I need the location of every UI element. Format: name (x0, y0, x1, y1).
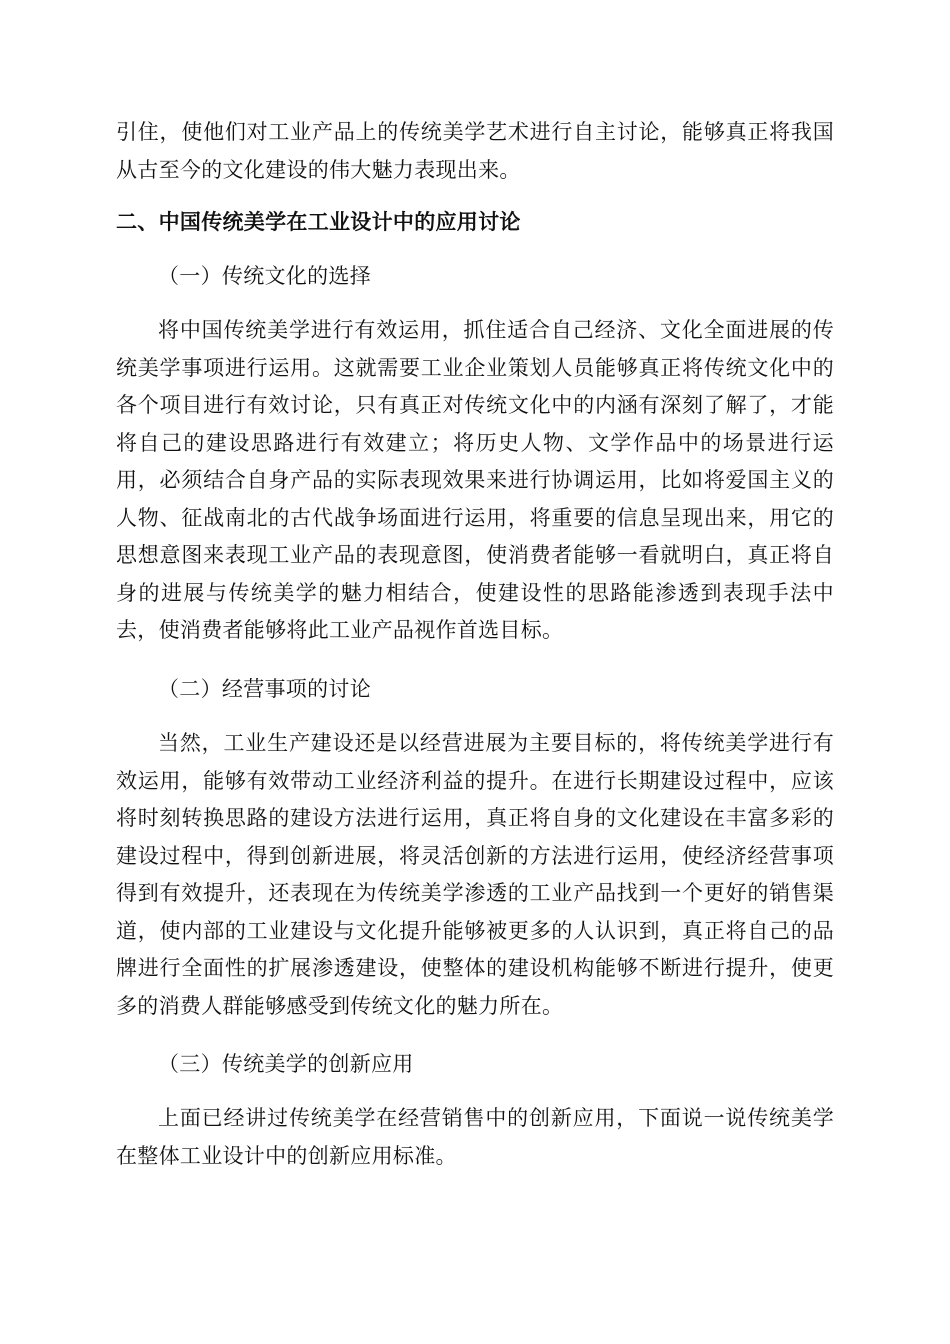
section-heading: 二、中国传统美学在工业设计中的应用讨论 (116, 210, 521, 234)
subsection-body-1: 将中国传统美学进行有效运用，抓住适合自己经济、文化全面进展的传统美学事项进行运用。这就需要工业企业策划人员能够真正将传统文化中的各个项目进行有效讨论，只有真正对传统文化中的内涵有深刻了解了，才能将自己的建设思路进行有效建立；将历史人物、文学作品中的场景进行运用，必须结合自身产品的实际表现效果来进行协调运用，比如将爱国主义的人物、征战南北的古代战争场面进行运用，将重要的信息呈现出来，用它的思想意图来表现工业产品的表现意图，使消费者能够一看就明白，真正将自身的进展与传统美学的魅力相结合，使建设性的思路能渗透到表现手法中去，使消费者能够将此工业产品视作首选目标。 (116, 318, 834, 642)
paragraph-continued: 引住，使他们对工业产品上的传统美学艺术进行自主讨论，能够真正将我国从古至今的文化建设的伟大魅力表现出来。 (116, 120, 834, 182)
subsection-title-2: （二）经营事项的讨论 (158, 677, 371, 701)
subsection-title-1: （一）传统文化的选择 (158, 264, 371, 288)
subsection-body-3: 上面已经讲过传统美学在经营销售中的创新应用，下面说一说传统美学在整体工业设计中的创新应用标准。 (116, 1106, 834, 1168)
subsection-body-2: 当然，工业生产建设还是以经营进展为主要目标的，将传统美学进行有效运用，能够有效带动工业经济利益的提升。在进行长期建设过程中，应该将时刻转换思路的建设方法进行运用，真正将自身的文化建设在丰富多彩的建设过程中，得到创新进展，将灵活创新的方法进行运用，使经济经营事项得到有效提升，还表现在为传统美学渗透的工业产品找到一个更好的销售渠道，使内部的工业建设与文化提升能够被更多的人认识到，真正将自己的品牌进行全面性的扩展渗透建设，使整体的建设机构能够不断进行提升，使更多的消费人群能够感受到传统文化的魅力所在。 (116, 731, 834, 1018)
subsection-title-3: （三）传统美学的创新应用 (158, 1052, 414, 1076)
